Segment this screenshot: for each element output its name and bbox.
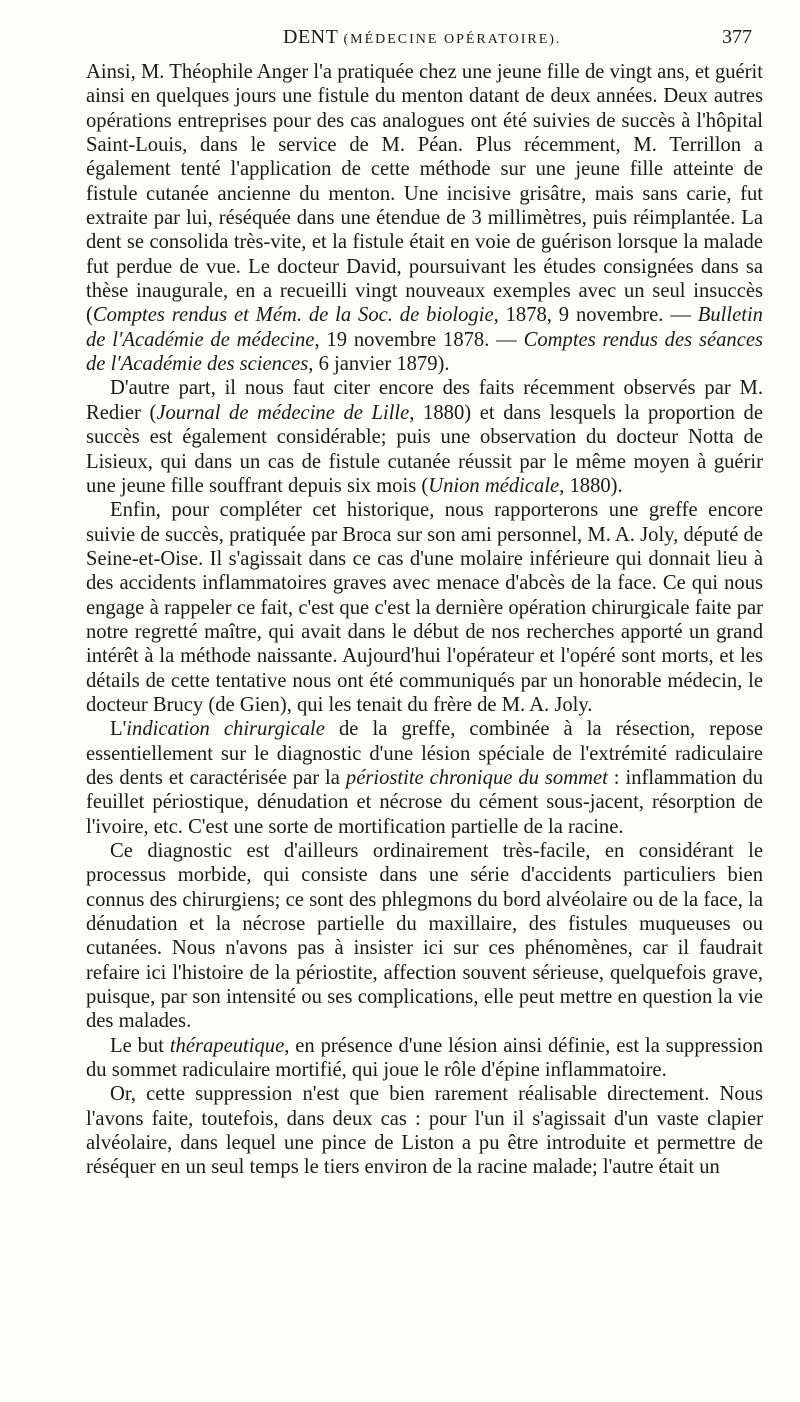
- paragraph-p6: [86, 1034, 763, 1083]
- text-run: , en présence d'une lésion ainsi définie, est la suppression du sommet radiculaire mortifié, qui joue le rôle d'épine inflammatoire.: [86, 1034, 763, 1082]
- text-run: L': [110, 718, 127, 741]
- italic-text: périostite chronique du sommet: [345, 766, 608, 789]
- text-run: Enfin, pour compléter cet historique, nous rapporterons une greffe encore suivie de succès, pratiquée par Broca sur son ami personnel, M. A. Joly, député de Seine-et-Oise. Il s'agissait dans ce cas d'une molaire inférieure qui donnait lieu à des accidents inflammatoires graves avec menace d'abcès de la face. Ce qui nous engage à rappeler ce fait, c'est que c'est la dernière opération chirurgicale faite par notre regretté maître, qui avait dans le début de nos recherches apporté un grand intérêt à la méthode naissante. Aujourd'hui l'opérateur et l'opéré sont morts, et les détails de cette tentative nous ont été communiqués par un honorable médecin, le docteur Brucy (de Gien), qui les tenait du frère de M. A. Joly.: [86, 499, 763, 716]
- text-run: , 19 novembre 1878. —: [314, 328, 524, 351]
- italic-text: Comptes rendus des séances de l'Académie des sciences: [86, 328, 763, 376]
- text-run: Ce diagnostic est d'ailleurs ordinairement très-facile, en considérant le processus morbide, qui consiste dans une série d'accidents particuliers bien connus des chirurgiens; ce sont des phlegmons du bord alvéolaire ou de la face, la dénudation et la nécrose partielle du maxillaire, des fistules muqueuses ou cutanées. Nous n'avons pas à insister ici sur ces phénomènes, car il faudrait refaire ici l'histoire de la périostite, affection souvent sérieuse, quelquefois grave, puisque, par son intensité ou ses complications, elle peut mettre en question la vie des malades.: [86, 840, 763, 1033]
- text-run: Le but: [110, 1034, 170, 1057]
- paragraph-p4: [86, 717, 763, 839]
- paragraph-p3: [86, 498, 763, 717]
- italic-text: indication chirurgicale: [126, 718, 325, 741]
- italic-text: thérapeutique: [169, 1034, 285, 1057]
- italic-text: Bulletin de l'Académie de médecine: [86, 304, 763, 351]
- text-run: , 6 janvier 1879).: [308, 353, 450, 376]
- text-run: D'autre part, il nous faut citer encore des faits récemment observés par M. Redier (: [86, 377, 763, 424]
- running-title-main: DENT: [283, 26, 338, 48]
- page-number: 377: [722, 26, 752, 48]
- running-title: [283, 26, 561, 49]
- text-run: Ainsi, M. Théophile Anger l'a pratiquée chez une jeune fille de vingt ans, et guérit ainsi en quelques jours une fistule du menton datant de deux années. Deux autres opérations entreprises pour des cas analogues ont été suivies de succès à l'hôpital Saint-Louis, dans le service de M. Péan. Plus récemment, M. Terrillon a également tenté l'application de cette méthode sur une jeune fille atteinte de fistule cutanée ancienne du menton. Une incisive grisâtre, mais sans carie, fut extraite par lui, réséquée dans une étendue de 3 millimètres, puis réimplantée. La dent se consolida très-vite, et la fistule était en voie de guérison lorsque la malade fut perdue de vue. Le docteur David, poursuivant les études consignées dans sa thèse inaugurale, en a recueilli vingt nouveaux exemples avec un seul insuccès (: [86, 61, 763, 327]
- paragraph-p2: [86, 376, 763, 498]
- text-run: , 1880) et dans lesquels la proportion de succès est également considérable; puis une observation du docteur Notta de Lisieux, qui dans un cas de fistule cutanée réussit par le même moyen à guérir une jeune fille souffrant depuis six mois (: [86, 401, 763, 497]
- italic-text: Union médicale: [428, 474, 560, 497]
- paragraph-p7: [86, 1082, 763, 1179]
- text-run: Or, cette suppression n'est que bien rarement réalisable directement. Nous l'avons faite, toutefois, dans deux cas : pour l'un il s'agissait d'un vaste clapier alvéolaire, dans lequel une pince de Liston a pu être introduite et permettre de réséquer en un seul temps le tiers environ de la racine malade; l'autre était un: [86, 1083, 763, 1179]
- italic-text: Comptes rendus et Mém. de la Soc. de biologie: [92, 304, 494, 327]
- paragraph-p1: [86, 60, 763, 376]
- italic-text: Journal de médecine de Lille: [156, 401, 410, 424]
- text-run: , 1880).: [559, 474, 623, 497]
- paragraph-p5: [86, 839, 763, 1034]
- text-run: , 1878, 9 novembre. —: [493, 304, 698, 327]
- running-head: [0, 26, 800, 54]
- body-text: [86, 60, 763, 1180]
- text-run: de la greffe, combinée à la résection, repose essentiellement sur le diagnostic d'une lésion spéciale de l'extrémité radiculaire des dents et caractérisée par la: [86, 718, 763, 789]
- text-run: : inflammation du feuillet périostique, dénudation et nécrose du cément sous-jacent, résorption de l'ivoire, etc. C'est une sorte de mortification partielle de la racine.: [86, 766, 763, 838]
- running-title-sub: (MÉDECINE OPÉRATOIRE).: [343, 32, 562, 47]
